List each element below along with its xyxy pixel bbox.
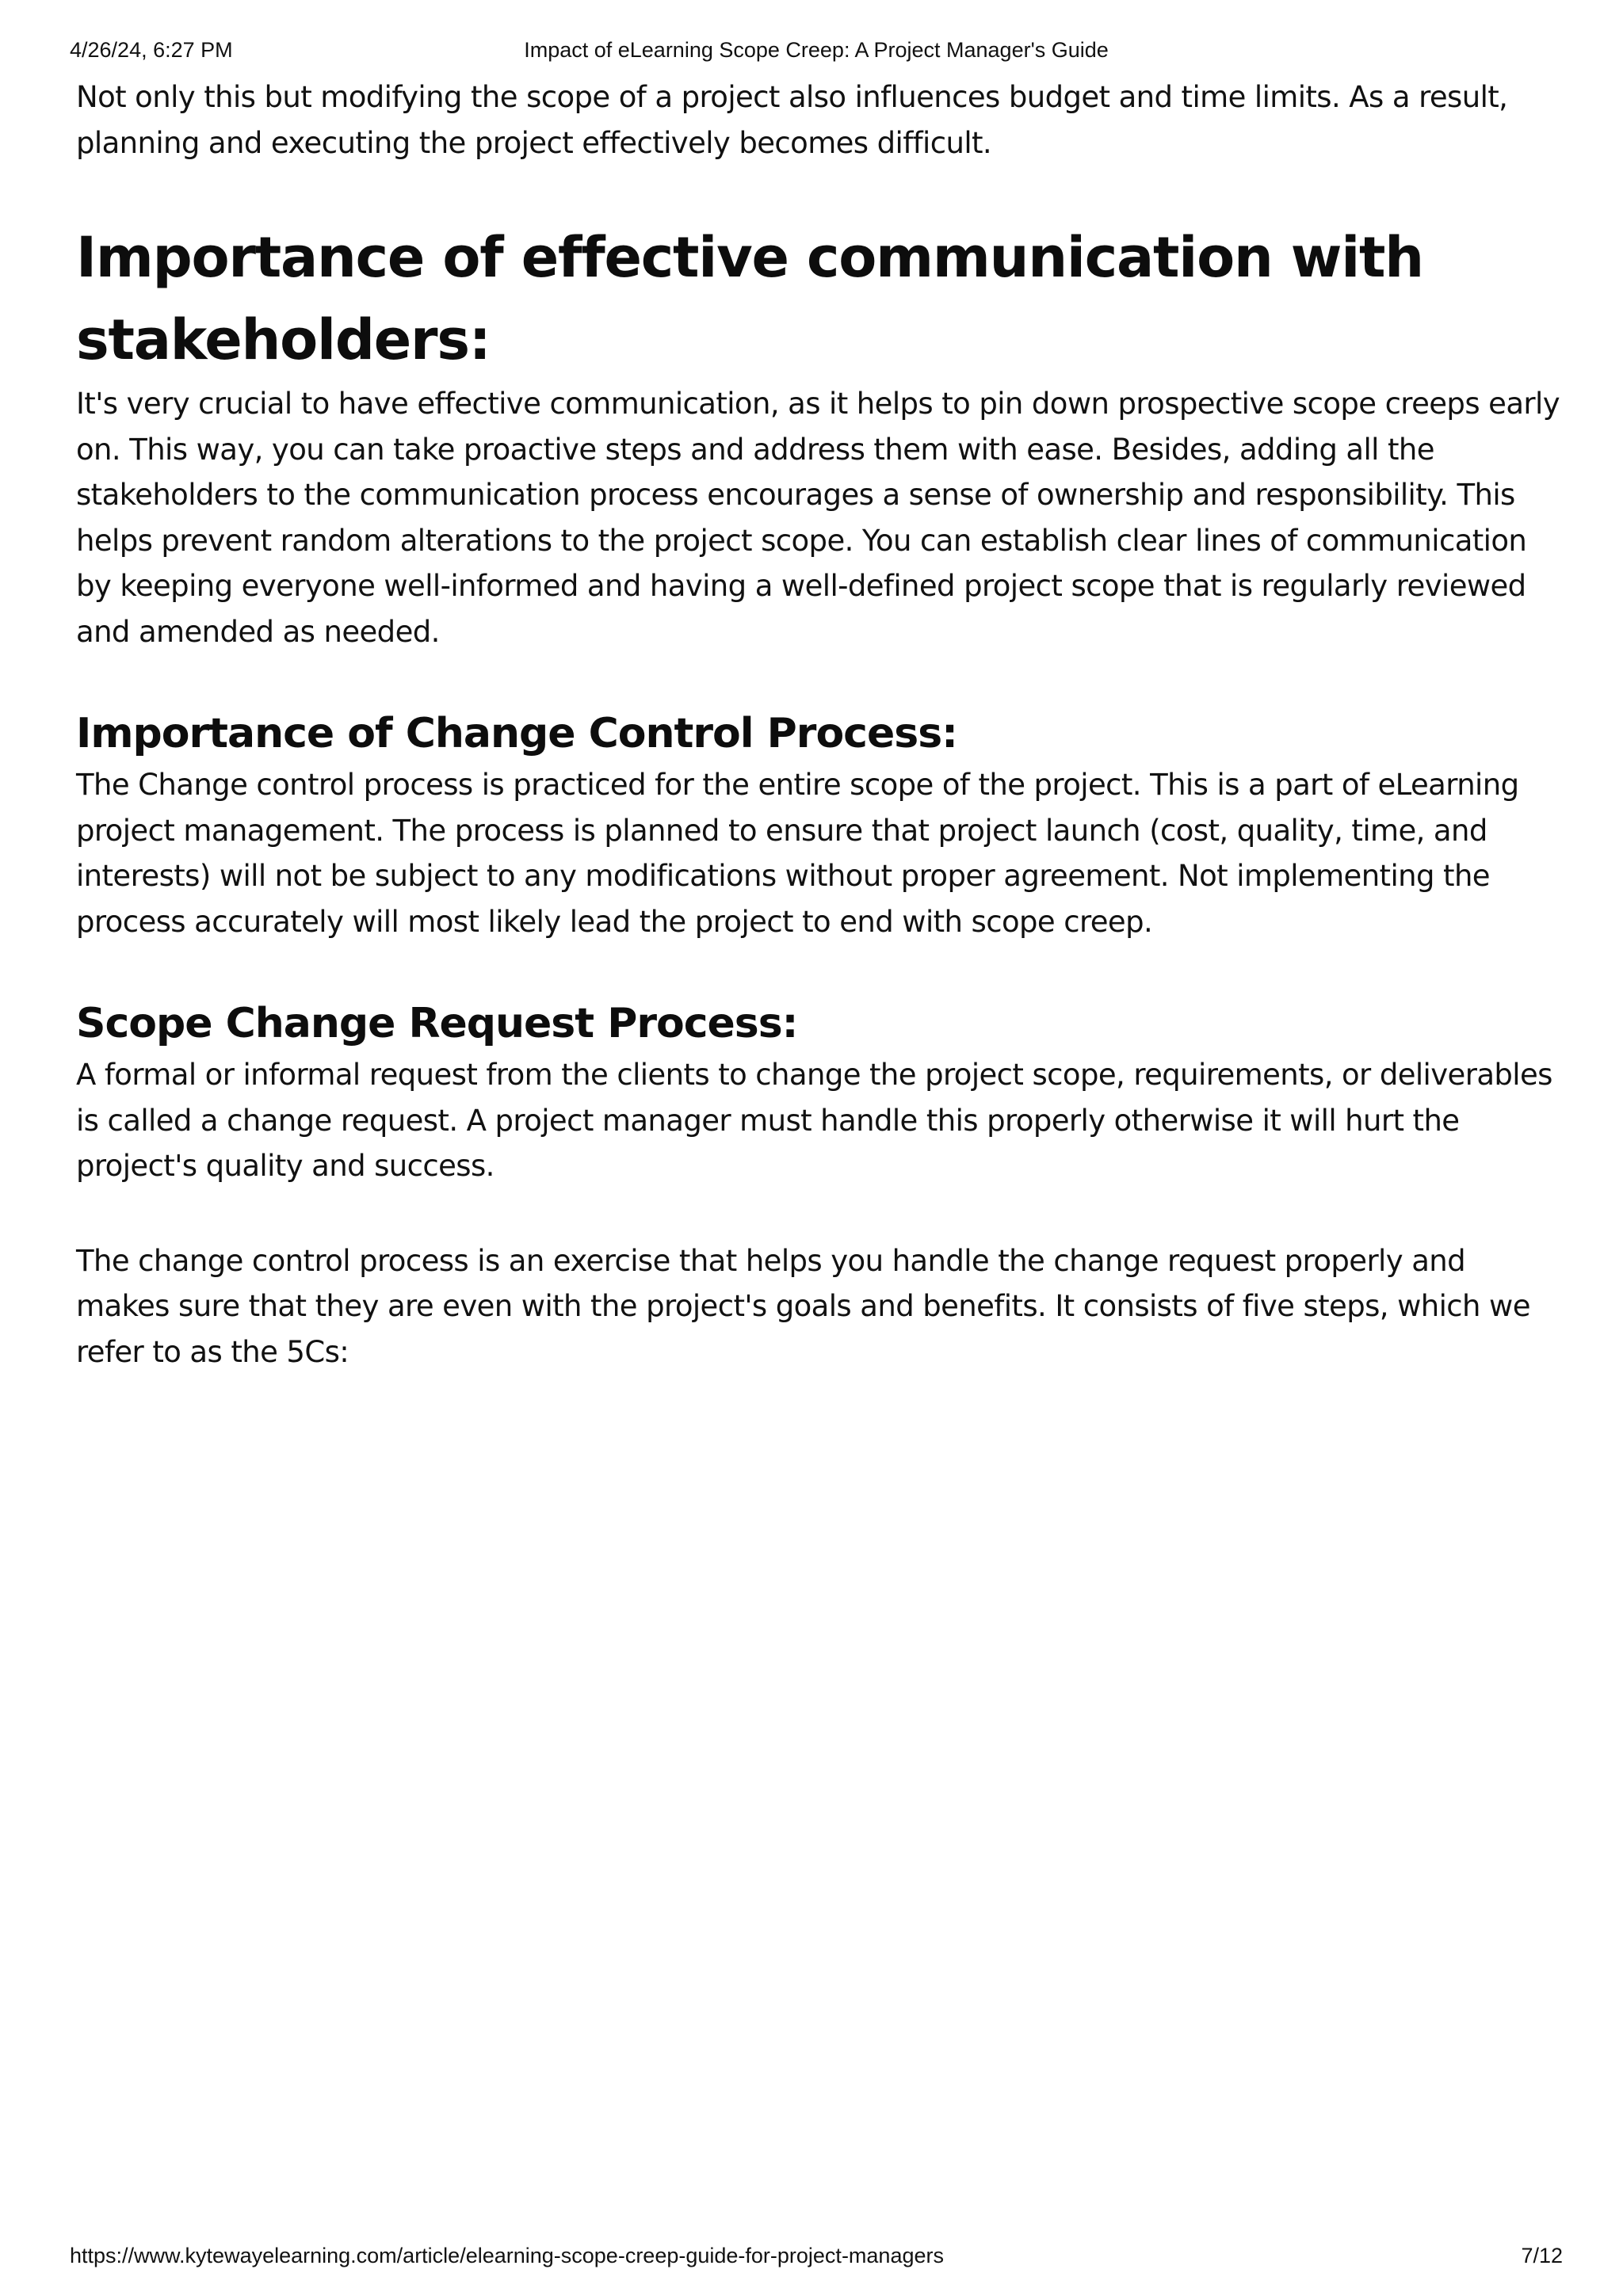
print-page-title: Impact of eLearning Scope Creep: A Project Manager's Guide — [524, 38, 1109, 62]
section-change-control — [76, 705, 1566, 944]
page-number: 7/12 — [1521, 2244, 1563, 2267]
print-date: 4/26/24, 6:27 PM — [70, 38, 233, 62]
print-footer — [70, 2244, 1563, 2272]
section-paragraph: A formal or informal request from the clients to change the project scope, requirements, or deliverables is called a change request. A project manager must handle this properly otherwise it will hurt the project's quality and success. — [76, 1058, 1552, 1183]
section-heading: Scope Change Request Process: — [76, 1000, 798, 1047]
print-header — [70, 38, 1563, 67]
section-heading: Importance of effective communication with stakeholders: — [76, 225, 1423, 372]
section-paragraph: The change control process is an exercise that helps you handle the change request properly and makes sure that they are even with the project's goals and benefits. It consists of five steps, which we refer to as the 5Cs: — [76, 1243, 1530, 1369]
article-body — [76, 74, 1566, 1375]
section-paragraph: It's very crucial to have effective communication, as it helps to pin down prospective scope creeps early on. This way, you can take proactive steps and address them with ease. Besides, adding all the stakeholders to the communication process encourages a sense of ownership and responsibility. This helps prevent random alterations to the project scope. You can establish clear lines of communication by keeping everyone well-informed and having a well-defined project scope that is regularly reviewed and amended as needed. — [76, 387, 1560, 649]
section-heading: Importance of Change Control Process: — [76, 710, 957, 757]
page-url: https://www.kytewayelearning.com/article/elearning-scope-creep-guide-for-project-managers — [70, 2244, 944, 2267]
section-stakeholder-communication — [76, 216, 1566, 654]
section-paragraph: The Change control process is practiced for the entire scope of the project. This is a part of eLearning project management. The process is planned to ensure that project launch (cost, quality, time, and interests) will not be subject to any modifications without proper agreement. Not implementing the process accurately will most likely lead the project to end with scope creep. — [76, 768, 1519, 939]
intro-paragraph: Not only this but modifying the scope of a project also influences budget and time limits. As a result, planning and executing the project effectively becomes difficult. — [76, 80, 1508, 160]
section-scope-change-request — [76, 995, 1566, 1375]
